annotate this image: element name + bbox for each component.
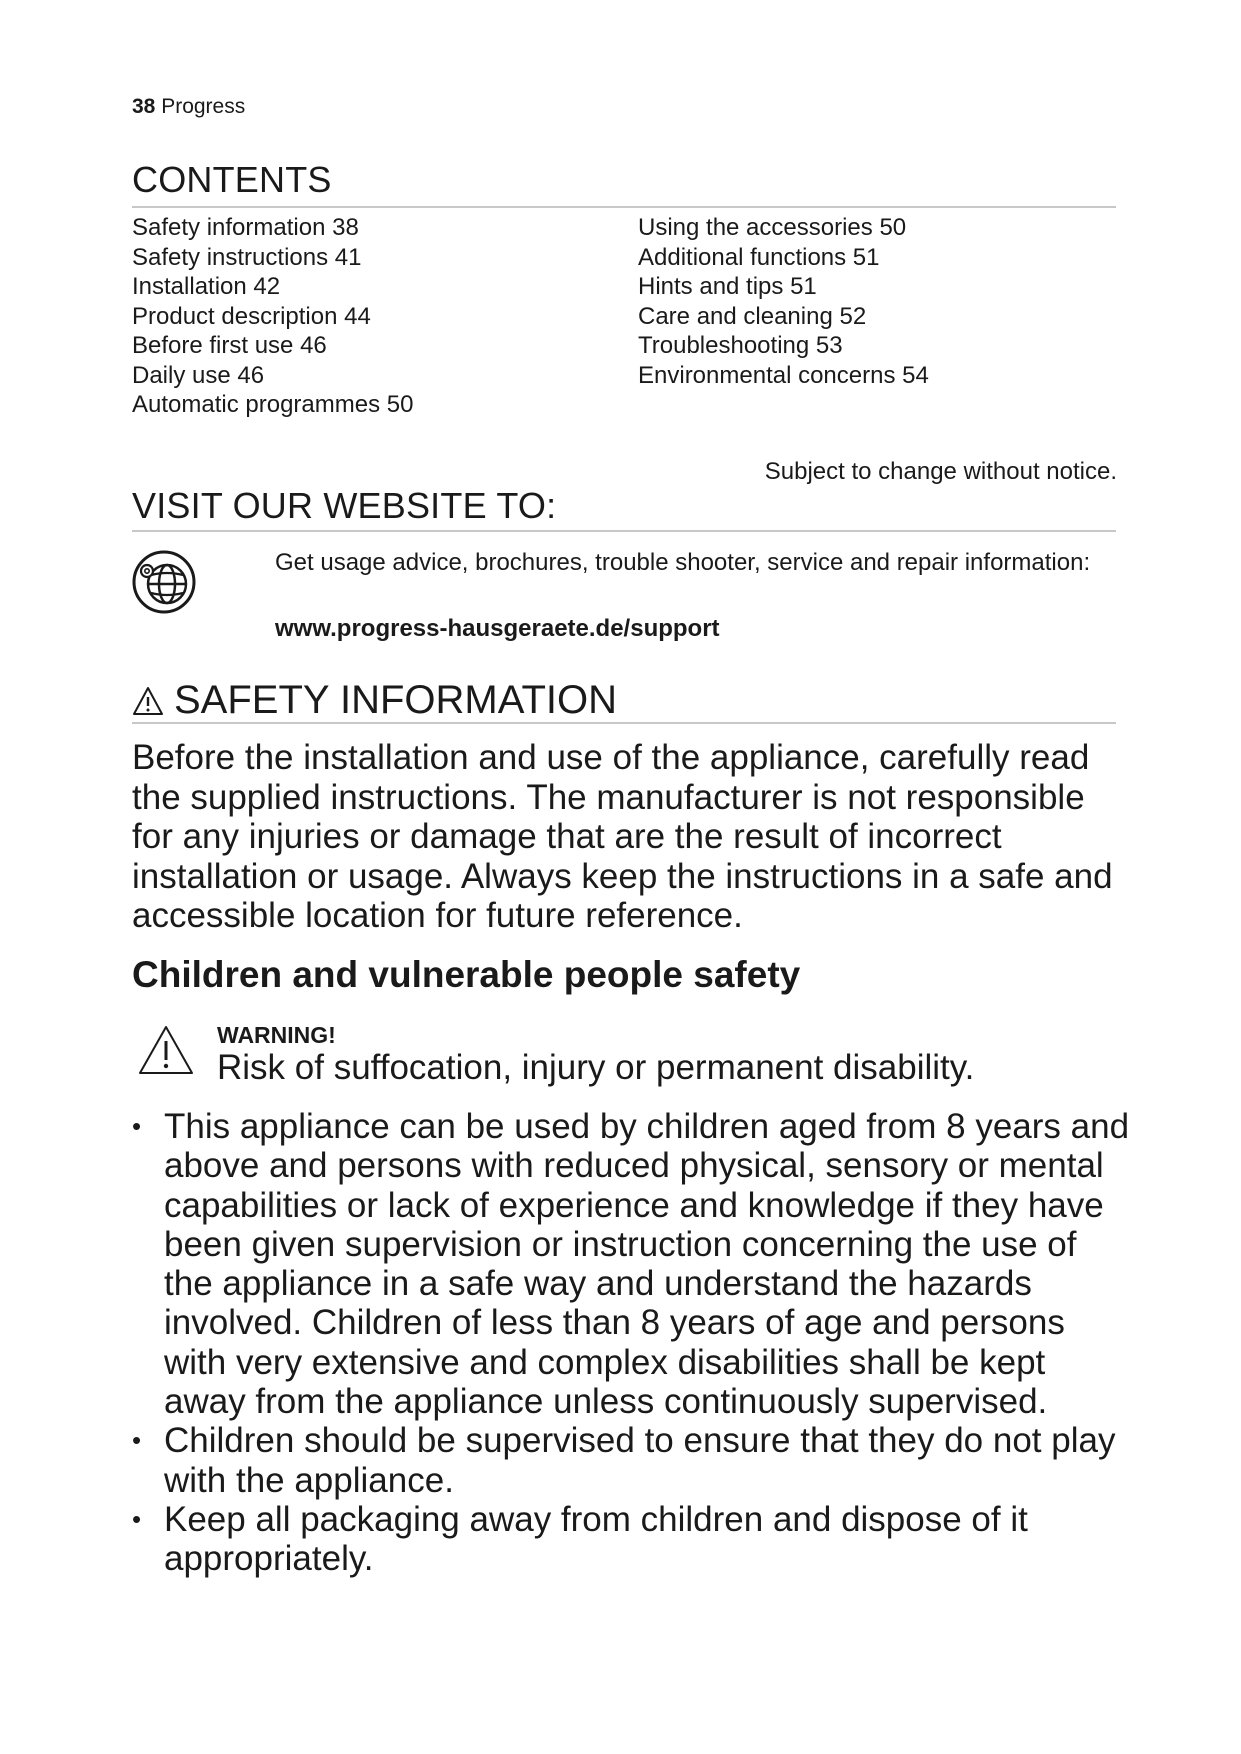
change-notice: Subject to change without notice. — [764, 458, 1117, 485]
contents-divider — [132, 206, 1116, 208]
brand-name: Progress — [161, 95, 246, 118]
contents-entry: Automatic programmes 50 — [132, 391, 414, 418]
bullet-icon: • — [132, 1503, 142, 1534]
bullet-text: Keep all packaging away from children and dispose of it appropriately. — [164, 1499, 1028, 1579]
website-title: VISIT OUR WEBSITE TO: — [132, 485, 557, 526]
list-item — [132, 1421, 1132, 1500]
contents-entry: Additional functions 51 — [638, 243, 880, 271]
warning-text: Risk of suffocation, injury or permanent disability. — [217, 1048, 975, 1087]
contents-entry: Using the accessories 50 — [638, 214, 907, 241]
globe-icon — [131, 549, 197, 615]
website-link[interactable]: www.progress-hausgeraete.de/support — [275, 615, 720, 642]
contents-column-right — [638, 213, 929, 390]
list-item — [132, 1107, 1132, 1421]
children-safety-heading: Children and vulnerable people safety — [132, 954, 801, 995]
page-number: 38 — [132, 95, 156, 118]
website-divider — [132, 530, 1116, 532]
warning-icon — [137, 1024, 195, 1076]
contents-entry: Safety instructions 41 — [132, 243, 362, 271]
bullet-icon: • — [132, 1111, 142, 1141]
bullet-text: This appliance can be used by children aged from 8 years and above and persons with reduced physical, sensory or mental capabilities or lack of experience and knowledge if they have been given supervision or instruction concerning the use of the appliance in a safe way and understand the hazards involved. Children of less than 8 years of age and persons with very extensive and complex disabilities shall be kept away from the appliance unless continuously supervised. — [164, 1107, 1130, 1422]
contents-entry: Troubleshooting 53 — [638, 332, 843, 359]
website-description: Get usage advice, brochures, trouble shooter, service and repair information: — [275, 549, 1091, 576]
contents-column-left — [132, 213, 413, 420]
contents-title: CONTENTS — [132, 159, 332, 200]
safety-title-row — [132, 677, 617, 723]
bullet-text: Children should be supervised to ensure that they do not play with the appliance. — [164, 1421, 1116, 1500]
contents-entry: Product description 44 — [132, 302, 371, 330]
contents-entry: Safety information 38 — [132, 214, 359, 241]
warning-triangle-icon — [132, 686, 164, 716]
safety-title: SAFETY INFORMATION — [174, 678, 617, 722]
contents-entry: Care and cleaning 52 — [638, 302, 867, 330]
safety-intro: Before the installation and use of the appliance, carefully read the supplied instructions. The manufacturer is not responsible for any injuries or damage that are the result of incorrect installation or usage. Always keep the instructions in a safe and accessible location for future reference. — [132, 738, 1113, 935]
safety-divider — [132, 722, 1116, 724]
safety-bullet-list — [132, 1107, 1132, 1579]
bullet-icon: • — [132, 1425, 142, 1456]
contents-entry: Daily use 46 — [132, 361, 265, 389]
contents-entry: Environmental concerns 54 — [638, 361, 929, 389]
warning-label: WARNING! — [217, 1022, 336, 1048]
contents-entry: Installation 42 — [132, 273, 281, 300]
list-item — [132, 1500, 1132, 1579]
page-header — [132, 94, 245, 120]
contents-entry: Hints and tips 51 — [638, 273, 817, 300]
contents-entry: Before first use 46 — [132, 332, 327, 359]
